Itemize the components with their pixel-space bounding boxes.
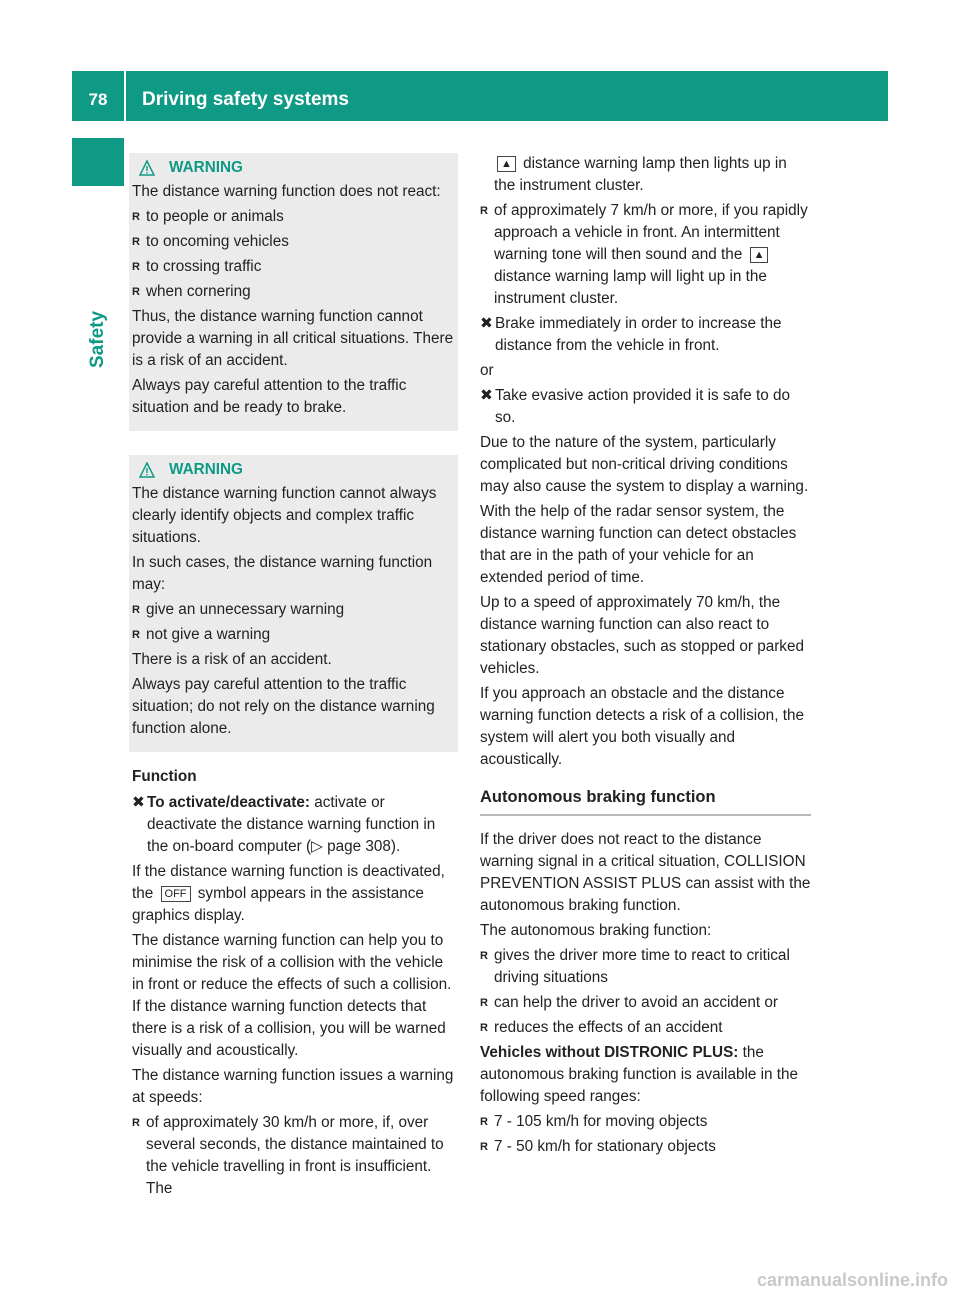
warning-box-1 xyxy=(129,153,458,431)
warning-bullet-list xyxy=(132,206,455,303)
list-item: R when cornering xyxy=(132,281,455,303)
paragraph: If the driver does not react to the distance warning signal in a critical situation, COLLISION PREVENTION ASSIST PLUS can assist with the autonomous braking function. xyxy=(480,831,811,914)
right-column xyxy=(480,153,811,1161)
paragraph xyxy=(132,861,458,927)
text-fragment: If the distance warning function is deactivated, the xyxy=(132,863,445,902)
paragraph: Due to the nature of the system, particularly complicated but non-critical driving conditions may also cause the system to display a warning. xyxy=(480,434,809,495)
paragraph: The distance warning function can help you to minimise the risk of a collision with the vehicle in front or reduce the effects of such a collision. If the distance warning function detects that there is a risk of a collision, you will be warned visually and acoustically. xyxy=(132,932,452,1059)
left-column xyxy=(132,153,458,1203)
bullet-list xyxy=(480,945,811,1039)
distance-warning-lamp-icon: ▲ xyxy=(497,156,516,172)
warning-text: Always pay careful attention to the traffic situation; do not rely on the distance warning function alone. xyxy=(132,676,435,737)
section-tab-marker xyxy=(72,138,124,186)
step-text: activate or deactivate the distance warning function in the on-board computer (▷ page 308). xyxy=(147,794,436,855)
text-fragment: distance warning lamp will light up in the instrument cluster. xyxy=(494,268,767,307)
section-side-label: Safety xyxy=(87,310,108,368)
warning-text: Thus, the distance warning function cannot provide a warning in all critical situations. There is a risk of an accident. xyxy=(132,308,454,369)
text-fragment: of approximately 30 km/h or more, if, over several seconds, the distance maintained to the vehicle travelling in front is insufficient. The xyxy=(146,1114,444,1197)
list-item: R give an unnecessary warning xyxy=(132,599,455,621)
instruction-step xyxy=(480,385,811,429)
function-heading: Function xyxy=(132,768,197,785)
text-fragment: symbol appears in the assistance graphics display. xyxy=(132,885,424,924)
paragraph xyxy=(480,1042,811,1108)
step-label: To activate/deactivate: xyxy=(147,794,310,811)
warning-intro: In such cases, the distance warning function may: xyxy=(132,554,433,593)
text-fragment: of approximately 7 km/h or more, if you rapidly approach a vehicle in front. An intermittent warning tone will then sound and the xyxy=(494,202,808,263)
list-item: R 7 - 105 km/h for moving objects xyxy=(480,1111,811,1133)
paragraph: The distance warning function issues a warning at speeds: xyxy=(132,1067,454,1106)
list-item: R not give a warning xyxy=(132,624,455,646)
warning-text: Always pay careful attention to the traffic situation and be ready to brake. xyxy=(132,377,407,416)
warning-heading xyxy=(132,157,455,179)
paragraph: With the help of the radar sensor system, the distance warning function can detect obstacles that are in the path of your vehicle for an extended period of time. xyxy=(480,503,797,586)
list-item xyxy=(132,1112,458,1200)
list-item: R to crossing traffic xyxy=(132,256,455,278)
paragraph: If you approach an obstacle and the distance warning function detects a risk of a collision, the system will alert you both visually and acoustically. xyxy=(480,685,804,768)
instruction-step xyxy=(480,313,811,357)
step-arrow-icon: ✖ xyxy=(480,315,493,332)
step-arrow-icon: ✖ xyxy=(480,387,493,404)
list-item: R to oncoming vehicles xyxy=(132,231,455,253)
section-heading: Autonomous braking function xyxy=(480,786,811,816)
paragraph: or xyxy=(480,362,494,379)
list-item: R reduces the effects of an accident xyxy=(480,1017,811,1039)
warning-bullet-list xyxy=(132,599,455,646)
watermark: carmanualsonline.info xyxy=(756,1270,948,1290)
page-number: 78 xyxy=(88,90,108,109)
warning-title: WARNING xyxy=(169,461,243,478)
paragraph: The autonomous braking function: xyxy=(480,922,712,939)
warning-triangle-icon xyxy=(139,462,155,478)
speed-range-list xyxy=(480,1111,811,1158)
list-item xyxy=(480,200,811,310)
speed-bullet-list xyxy=(132,1112,458,1200)
list-item: R can help the driver to avoid an accident or xyxy=(480,992,811,1014)
list-item: R 7 - 50 km/h for stationary objects xyxy=(480,1136,811,1158)
step-text: Brake immediately in order to increase the distance from the vehicle in front. xyxy=(495,315,782,354)
instruction-step xyxy=(132,792,458,858)
speed-bullet-list xyxy=(480,200,811,310)
warning-intro: The distance warning function cannot always clearly identify objects and complex traffic situations. xyxy=(132,485,437,546)
warning-title: WARNING xyxy=(169,159,243,176)
warning-triangle-icon xyxy=(139,160,155,176)
warning-box-2 xyxy=(129,455,458,752)
text-fragment: distance warning lamp then lights up in the instrument cluster. xyxy=(494,155,787,194)
text-fragment: the autonomous braking function is available in the following speed ranges: xyxy=(480,1044,799,1105)
distance-warning-off-icon: OFF xyxy=(161,886,191,902)
list-item: R gives the driver more time to react to critical driving situations xyxy=(480,945,811,989)
chapter-title: Driving safety systems xyxy=(142,89,349,110)
step-text: Take evasive action provided it is safe to do so. xyxy=(495,387,791,426)
warning-intro: The distance warning function does not react: xyxy=(132,183,441,200)
header-divider xyxy=(124,71,126,121)
list-item: R to people or animals xyxy=(132,206,455,228)
warning-heading xyxy=(132,459,455,481)
warning-text: There is a risk of an accident. xyxy=(132,651,332,668)
distance-warning-lamp-icon: ▲ xyxy=(750,247,769,263)
paragraph-continued xyxy=(480,153,811,197)
paragraph: Up to a speed of approximately 70 km/h, the distance warning function can also react to stationary obstacles, such as stopped or parked vehicles. xyxy=(480,594,804,677)
text-fragment: Vehicles without DISTRONIC PLUS: xyxy=(480,1044,739,1061)
step-arrow-icon: ✖ xyxy=(132,794,145,811)
